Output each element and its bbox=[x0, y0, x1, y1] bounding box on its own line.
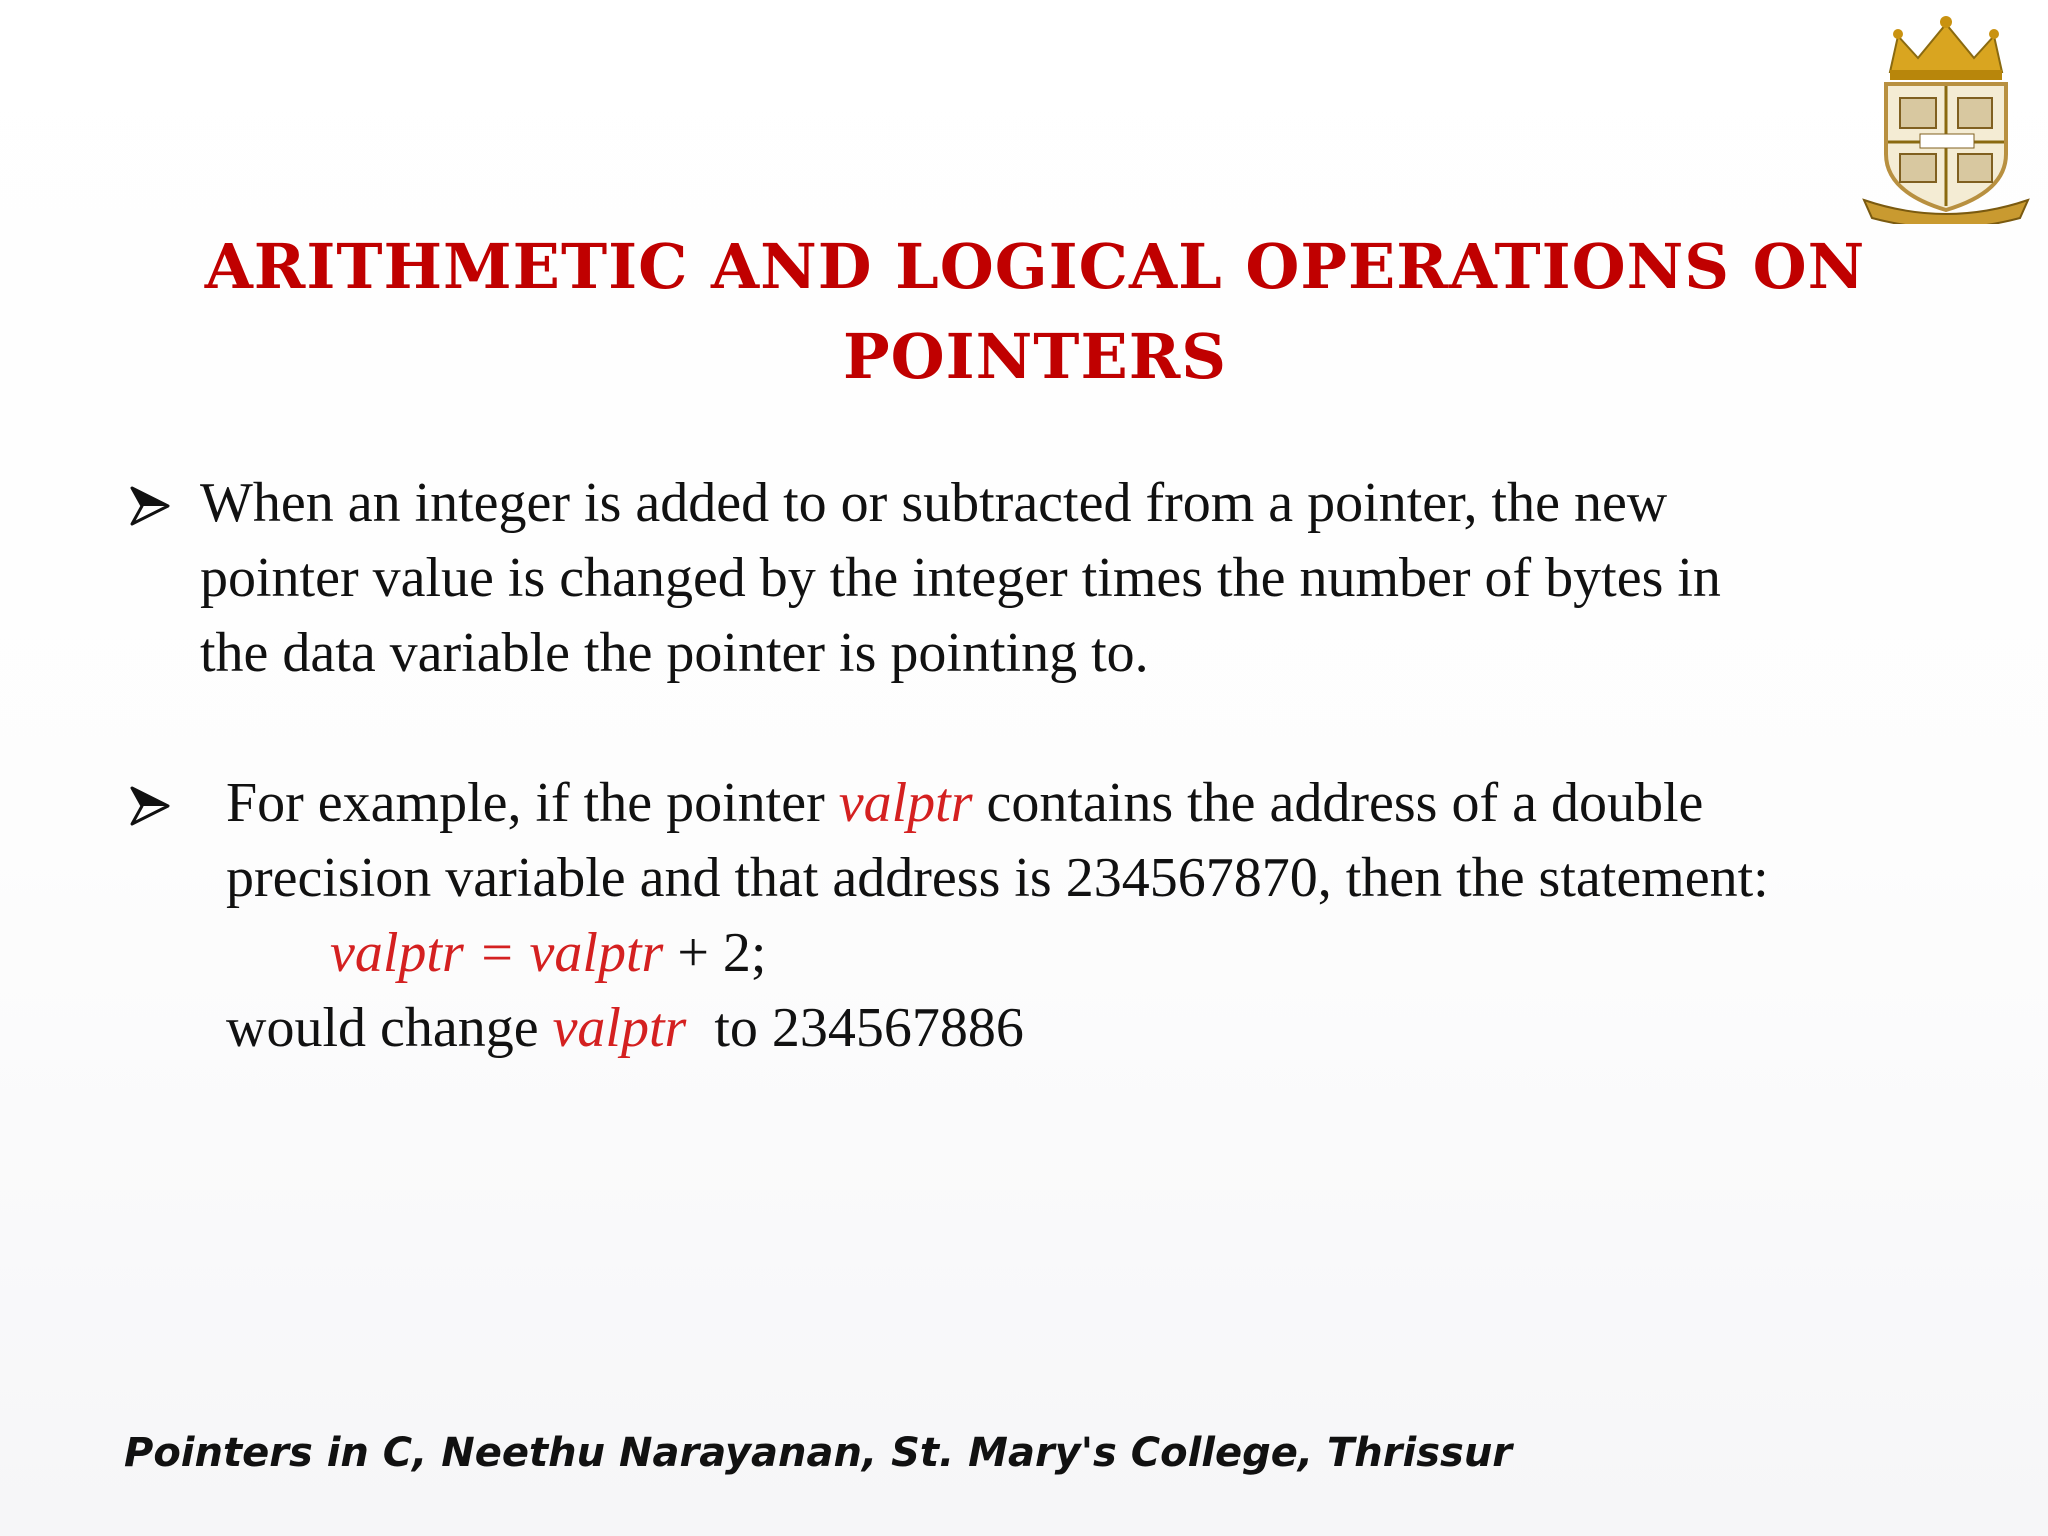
example-line-2: precision variable and that address is 234567870, then the statement: bbox=[226, 847, 1769, 909]
bullet-example bbox=[226, 766, 1986, 1066]
valptr-variable: valptr bbox=[838, 772, 973, 834]
bullet1-line: pointer value is changed by the integer times the number of bytes in bbox=[200, 547, 1721, 609]
example-line-1: For example, if the pointer valptr contains the address of a double bbox=[226, 772, 1704, 834]
bullet1-line: When an integer is added to or subtracted from a pointer, the new bbox=[200, 472, 1668, 534]
valptr-variable: valptr bbox=[552, 997, 687, 1059]
code-statement: valptr = valptr + 2; bbox=[330, 922, 767, 984]
bullet1-line: the data variable the pointer is pointing to. bbox=[200, 622, 1149, 684]
slide-title: ARITHMETIC AND LOGICAL OPERATIONS ON POINTERS bbox=[204, 230, 1866, 393]
arrow-bullet-icon bbox=[128, 784, 172, 828]
arrow-bullet-icon bbox=[128, 484, 172, 528]
slide-footer: Pointers in C, Neethu Narayanan, St. Mary's College, Thrissur bbox=[124, 1430, 1513, 1476]
valptr-assignment: valptr = valptr bbox=[330, 922, 664, 984]
college-crest-logo bbox=[1860, 14, 2032, 224]
example-line-4: would change valptr to 234567886 bbox=[226, 997, 1024, 1059]
bullet-pointer-arithmetic bbox=[200, 466, 1920, 691]
